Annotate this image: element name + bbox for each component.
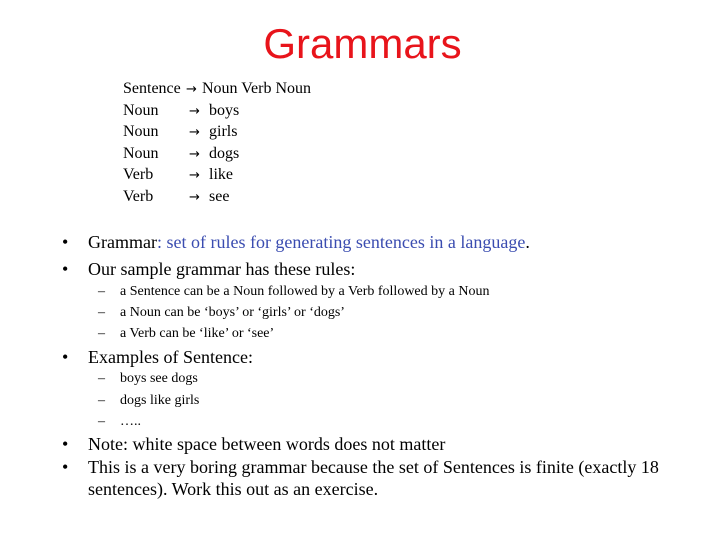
bullet-text: sentences). Work this out as an exercise. xyxy=(88,479,379,499)
dash-icon: – xyxy=(98,393,105,408)
dash-icon: – xyxy=(98,305,105,320)
rule-lhs: Verb xyxy=(123,187,154,205)
sub-bullet-item xyxy=(98,323,274,345)
sub-bullet-text: boys see dogs xyxy=(120,371,198,386)
sub-bullet-item xyxy=(98,390,199,412)
rule-lhs: Sentence xyxy=(123,80,181,97)
arrow-icon: → xyxy=(189,125,200,141)
rule-rhs: boys xyxy=(209,101,240,119)
rule-lhs: Noun xyxy=(123,123,159,141)
bullet-icon: • xyxy=(62,259,69,279)
arrow-icon: → xyxy=(189,189,200,205)
rule-lhs: Noun xyxy=(123,101,159,119)
slide-title: Grammars xyxy=(263,20,462,67)
sub-bullet-text: dogs like girls xyxy=(120,393,200,408)
bullet-text: This is a very boring grammar because the set of Sentences is finite (exactly 18 xyxy=(88,457,659,477)
bullet-text: Note: white space between words does not matter xyxy=(88,434,446,454)
bullet-icon: • xyxy=(62,457,69,477)
bullet-icon: • xyxy=(62,347,69,367)
sub-bullet-text: a Verb can be ‘like’ or ‘see’ xyxy=(120,326,275,341)
dash-icon: – xyxy=(98,326,105,341)
grammar-term: Grammar xyxy=(88,232,157,252)
rule-rhs: see xyxy=(209,187,230,205)
arrow-icon: → xyxy=(189,146,200,162)
sub-bullet-item xyxy=(98,302,345,324)
arrow-icon: → xyxy=(186,82,197,97)
rule-lhs: Verb xyxy=(123,166,154,184)
arrow-icon: → xyxy=(189,168,200,184)
dash-icon: – xyxy=(98,414,105,429)
dash-icon: – xyxy=(98,284,105,299)
rule-rhs: dogs xyxy=(209,144,240,162)
dash-icon: – xyxy=(98,371,105,386)
grammar-definition: : set of rules for generating sentences in a language xyxy=(156,232,526,252)
rule-lhs: Noun xyxy=(123,144,159,162)
arrow-icon: → xyxy=(189,103,200,119)
bullet-icon: • xyxy=(62,434,69,454)
sub-bullet-item xyxy=(98,411,141,433)
sub-bullet-item xyxy=(98,368,198,390)
rule-rhs: girls xyxy=(209,123,238,141)
bullet-icon: • xyxy=(62,232,69,252)
rule-rhs: Noun Verb Noun xyxy=(202,80,312,97)
sub-bullet-item xyxy=(98,281,489,303)
sub-bullet-text: a Noun can be ‘boys’ or ‘girls’ or ‘dogs’ xyxy=(120,305,345,320)
bullet-text: Our sample grammar has these rules: xyxy=(88,259,356,279)
rule-rhs: like xyxy=(209,166,233,184)
bullet-text: Examples of Sentence: xyxy=(88,347,253,367)
sub-bullet-text: a Sentence can be a Noun followed by a Verb followed by a Noun xyxy=(120,284,490,299)
sub-bullet-text: ….. xyxy=(120,414,141,429)
